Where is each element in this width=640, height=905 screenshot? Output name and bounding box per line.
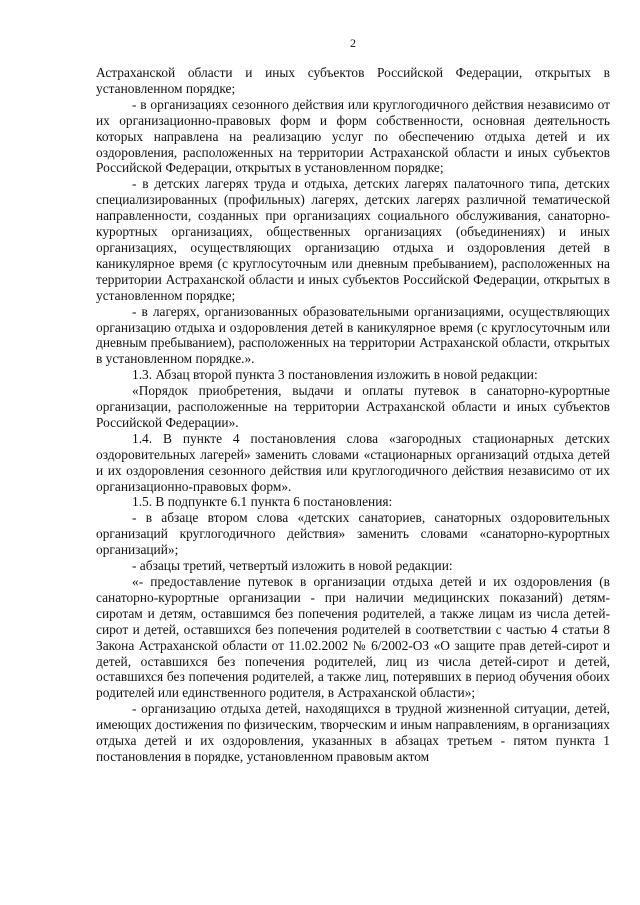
- paragraph-7: 1.4. В пункте 4 постановления слова «загородных стационарных детских оздоровительных лагерей» заменить словами «стационарных организаций отдыха детей и их оздоровления сезонного действия или круглогодичного действия независимо от их организационно-правовых форм».: [96, 430, 610, 494]
- paragraph-4: - в лагерях, организованных образовательными организациями, осуществляющих организацию отдыха и оздоровления детей в каникулярное время (с круглосуточным или дневным пребыванием), расположенных на территории Астраханской области, открытых в установленном порядке.».: [96, 303, 610, 367]
- paragraph-2: - в организациях сезонного действия или круглогодичного действия независимо от их организационно-правовых форм и форм собственности, основная деятельность которых направлена на реализацию услуг по обеспечению отдыха детей и их оздоровления, расположенных на территории Астраханской области и иных субъектов Российской Федерации, открытых в установленном порядке;: [96, 96, 610, 176]
- paragraph-10: - абзацы третий, четвертый изложить в новой редакции:: [132, 558, 453, 574]
- paragraph-12: - организацию отдыха детей, находящихся в трудной жизненной ситуации, детей, имеющих достижения по физическим, творческим и иным направлениям, в организациях отдыха детей и их оздоровления, указанных в абзацах третьем - пятом пункта 1 постановления в порядке, установленном правовым актом: [96, 701, 610, 764]
- paragraph-9: - в абзаце втором слова «детских санаториев, санаторных оздоровительных организаций круглогодичного действия» заменить словами «санаторно-курортных организаций»;: [96, 510, 610, 558]
- paragraph-5: 1.3. Абзац второй пункта 3 постановления изложить в новой редакции:: [132, 367, 538, 383]
- paragraph-8: 1.5. В подпункте 6.1 пункта 6 постановления:: [132, 494, 393, 510]
- paragraph-11: «- предоставление путевок в организации отдыха детей и их оздоровления (в санаторно-курортные организации - при наличии медицинских показаний) детям-сиротам и детям, оставшимся без попечения родителей, а также лицам из числа детей-сирот и детей, оставшихся без попечения родителей в соответствии с частью 4 статьи 8 Закона Астраханской области от 11.02.2002 № 6/2002-ОЗ «О защите прав детей-сирот и детей, оставшихся без попечения родителей, лиц из числа детей-сирот и детей, оставшихся без попечения родителей, а также лиц, потерявших в период обучения обоих родителей или единственного родителя, в Астраханской области»;: [96, 574, 610, 701]
- page-number: 2: [350, 36, 356, 50]
- paragraph-1: Астраханской области и иных субъектов Российской Федерации, открытых в установленном порядке;: [96, 65, 610, 96]
- paragraph-3: - в детских лагерях труда и отдыха, детских лагерях палаточного типа, детских специализированных (профильных) лагерях, детских лагерях различной тематической направленности, созданных при организациях социального обслуживания, санаторно-курортных организациях, общественных организациях (объединениях) и иных организациях, осуществляющих организацию отдыха и оздоровления детей в каникулярное время (с круглосуточным или дневным пребыванием), расположенных на территории Астраханской области и иных субъектов Российской Федерации, открытых в установленном порядке;: [96, 176, 610, 303]
- paragraph-6: «Порядок приобретения, выдачи и оплаты путевок в санаторно-курортные организации, расположенные на территории Астраханской области и иных субъектов Российской Федерации».: [96, 383, 610, 430]
